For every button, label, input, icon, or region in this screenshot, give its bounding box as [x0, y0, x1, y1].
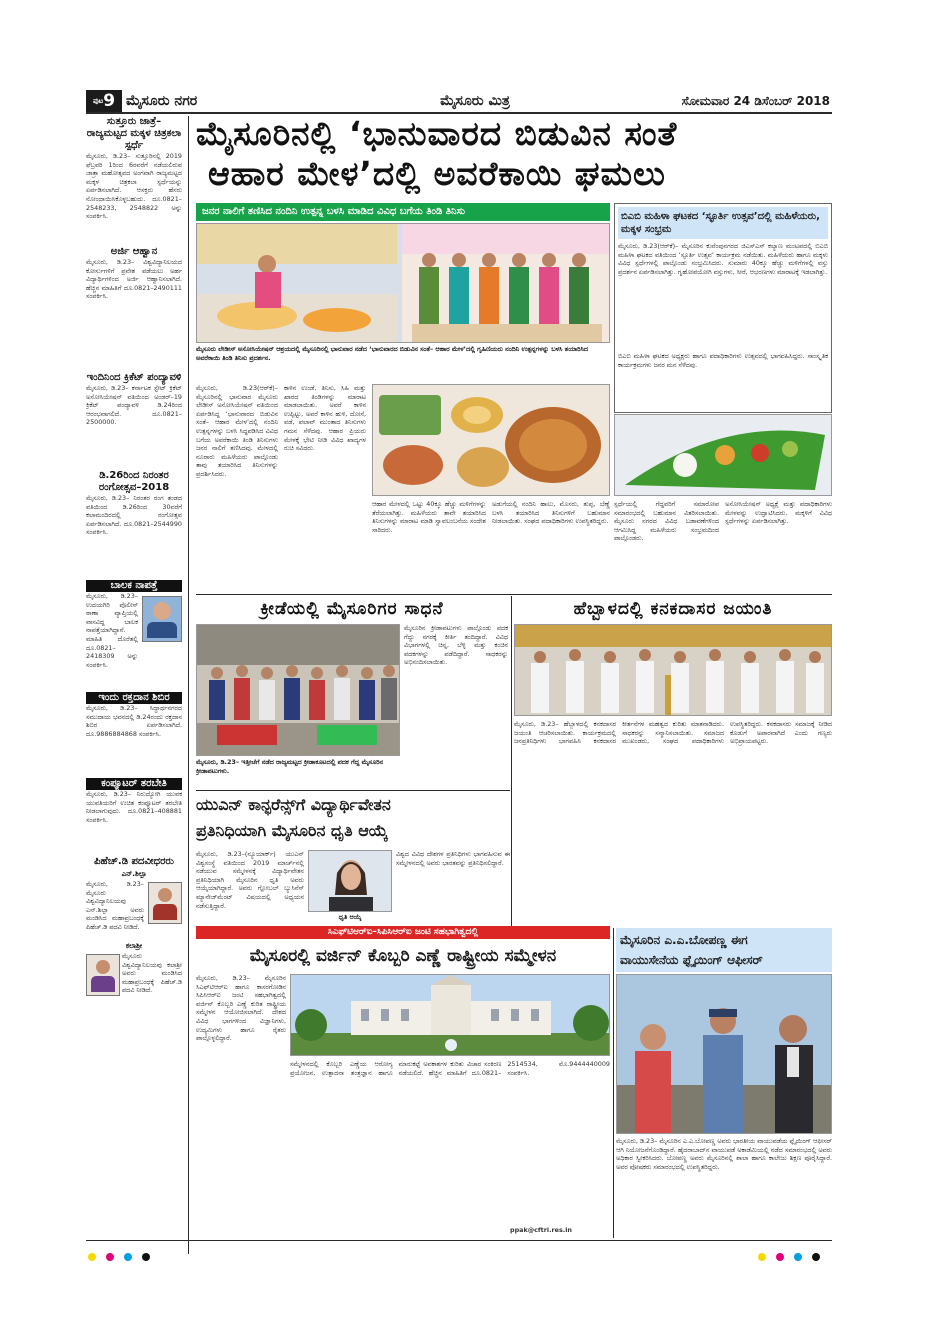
un-headline-line2: ಪ್ರತಿನಿಧಿಯಾಗಿ ಮೈಸೂರಿನ ಧೃತಿ ಆಯ್ಕೆ: [196, 821, 389, 840]
briefs-column: [86, 116, 182, 1256]
un-headline: [196, 792, 510, 846]
cftri-building-photo: [290, 974, 610, 1056]
phd-name: ಎನ್.ಶಿಲ್ಪಾ: [121, 870, 147, 878]
coconut-kicker: ಸಿಎಫ್‌ಟಿಆರ್‌ಐ–ಸಿಪಿಸಿಆರ್‌ಐ ಜಂಟಿ ಸಹಭಾಗಿತ್ವದಲ್ಲಿ: [196, 926, 610, 939]
banana-leaf-meal-photo: [614, 414, 832, 496]
brief-text: ಮೈಸೂರು, ಡಿ.23– ನಿರುದ್ಯೋಗಿ ಯುವಕ ಯುವತಿಯರಿಗೆ ಉಚಿತ ಕಂಪ್ಯೂಟರ್ ತರಬೇತಿ ನೀಡಲಾಗುವುದು. ದೂ.0821–408881 ಸಂಪರ್ಕಿಸಿ.: [86, 790, 182, 824]
brief-text: ಮೈಸೂರು ವಿಶ್ವವಿದ್ಯಾನಿಲಯವು ಕಲಾಶ್ರೀ ಅವರು ಮಂಡಿಸಿದ ಮಹಾಪ್ರಬಂಧಕ್ಕೆ ಪಿಹೆಚ್.ಡಿ ಪದವಿ ನೀಡಿದೆ.: [122, 952, 182, 995]
food-mela-illustration: [197, 224, 610, 343]
brief-text: ಮೈಸೂರು, ಡಿ.23– ಕರ್ನಾಟಕ ಸ್ಟೇಟ್ ಕ್ರಿಕೆಟ್ ಅಸೋಸಿಯೇಷನ್ ವತಿಯಿಂದ ಅಂಡರ್–19 ಕ್ರಿಕೆಟ್ ಪಂದ್ಯಾವಳಿ ಡಿ.24ರಿಂದ ಆರಂಭವಾಗಲಿದೆ. ದೂ.0821–2500000.: [86, 384, 182, 427]
bopanna-body: ಮೈಸೂರು, ಡಿ.23– ಮೈಸೂರಿನ ಎ.ಎ.ಬೋಪಣ್ಣ ಅವರು ಭಾರತೀಯ ವಾಯುಪಡೆಯ ಫ್ಲೈಯಿಂಗ್ ಆಫೀಸರ್ ಆಗಿ ನಿಯೋಜನೆಗೊಂಡಿದ್ದಾರೆ. ಹೈದರಾಬಾದ್‌ನ ವಾಯುಪಡೆ ಅಕಾಡೆಮಿಯಲ್ಲಿ ನಡೆದ ಸಮಾರಂಭದಲ್ಲಿ ಅವರು ಅಧಿಕಾರ ಸ್ವೀಕರಿಸಿದರು. ಬೋಪಣ್ಣ ಅವರು ಮೈಸೂರಿನಲ್ಲಿ ಶಾಲಾ ಹಾಗೂ ಕಾಲೇಜು ಶಿಕ್ಷಣ ಪೂರೈಸಿದ್ದಾರೆ. ಅವರ ಪೋಷಕರು ಸಮಾರಂಭದಲ್ಲಿ ಉಪಸ್ಥಿತರಿದ್ದರು.: [616, 1137, 832, 1171]
bopanna-family-photo: [616, 974, 832, 1134]
brief-headline: ಇಂದು ರಕ್ತದಾನ ಶಿಬಿರ: [86, 692, 182, 704]
column-rule: [188, 116, 189, 1254]
brief-text: ಮೈಸೂರು, ಡಿ.23– ಉದಯಗಿರಿ ಪೊಲೀಸ್ ಠಾಣಾ ವ್ಯಾಪ್ತಿಯಲ್ಲಿ ವಾಸವಿದ್ದ ಬಾಲಕ ನಾಪತ್ತೆಯಾಗಿದ್ದಾನೆ. ಮಾಹಿತಿ ದೊರೆತಲ್ಲಿ ದೂ.0821–2418309 ಅನ್ನು ಸಂಪರ್ಕಿಸಿ.: [86, 592, 138, 669]
column-rule: [511, 596, 512, 926]
lead-headline: [196, 114, 832, 200]
coconut-body: ಮೈಸೂರು, ಡಿ.23– ಮೈಸೂರಿನ ಸಿಎಫ್‌ಟಿಆರ್‌ಐ ಹಾಗೂ ಕಾಸರಗೋಡಿನ ಸಿಪಿಸಿಆರ್‌ಐ ಜಂಟಿ ಸಹಭಾಗಿತ್ವದಲ್ಲಿ ವರ್ಜಿನ್ ಕೊಬ್ಬರಿ ಎಣ್ಣೆ ಕುರಿತ ರಾಷ್ಟ್ರೀಯ ಸಮ್ಮೇಳನ ಆಯೋಜಿಸಲಾಗಿದೆ. ದೇಶದ ವಿವಿಧ ಭಾಗಗಳಿಂದ ವಿಜ್ಞಾನಿಗಳು, ಉದ್ಯಮಿಗಳು ಹಾಗೂ ರೈತರು ಪಾಲ್ಗೊಳ್ಳಲಿದ್ದಾರೆ.: [196, 974, 286, 1043]
brief-headline: ಪಿಹೆಚ್.ಡಿ ಪದವೀಧರರು: [94, 856, 174, 867]
bab-utsava-body2: ಬಿಎಬಿ ಮಹಿಳಾ ಘಟಕದ ಅಧ್ಯಕ್ಷರು ಹಾಗೂ ಪದಾಧಿಕಾರಿಗಳು ಉತ್ಸವದಲ್ಲಿ ಭಾಗವಹಿಸಿದ್ದರು. ಸಾಂಸ್ಕೃತಿಕ ಕಾರ್ಯಕ್ರಮಗಳು ಜನರ ಮನ ಸೆಳೆದವು.: [618, 352, 828, 369]
bab-utsava-headline: ಬಿಎಬಿ ಮಹಿಳಾ ಘಟಕದ ‘ಸ್ಫೂರ್ತಿ ಉತ್ಸವ’ದಲ್ಲಿ ಮಹಿಳೆಯರು, ಮಕ್ಕಳ ಸಂಭ್ರಮ: [618, 207, 828, 239]
food-mela-photo: [196, 223, 610, 343]
lead-body-col4: ಅಡುಗೆಯಲ್ಲಿ ನಂದಿನಿ ಹಾಲು, ಮೊಸರು, ತುಪ್ಪ, ಬೆಣ್ಣೆ ಬಳಸಿ ತಯಾರಿಸಿದ ತಿನಿಸುಗಳಿಗೆ ಬಹುಮಾನ ನೀಡಲಾಯಿತು. ಸಂಘದ ಪದಾಧಿಕಾರಿಗಳು ಉಪಸ್ಥಿತರಿದ್ದರು.: [492, 500, 610, 526]
brief-headline: ಅರ್ಜಿ ಆಹ್ವಾನ: [110, 246, 158, 257]
lead-body-col2: ಕಾಳಿನ ಉಂಡೆ, ತಿನಿಸು, ಸಿಹಿ ಮತ್ತು ಖಾರದ ತಿಂಡಿಗಳನ್ನು ಮಾರಾಟ ಮಾಡಲಾಯಿತು. ಅವರೆ ಕಾಳಿನ ಉಪ್ಪಿಟ್ಟು, ಅವರೆ ಕಾಳಿನ ಹುಳಿ, ದೋಸೆ, ವಡೆ, ಪಲಾವ್ ಮುಂತಾದ ತಿನಿಸುಗಳು ಗಮನ ಸೆಳೆದವು. ಆಹಾರ ಪ್ರಿಯರು ಮೇಳಕ್ಕೆ ಭೇಟಿ ನೀಡಿ ವಿವಿಧ ಖಾದ್ಯಗಳ ರುಚಿ ಸವಿದರು.: [284, 384, 366, 453]
kanaka-jayanti-illustration: [515, 625, 832, 716]
brief-text: ಮೈಸೂರು, ಡಿ.23– ವಿಶ್ವವಿದ್ಯಾನಿಲಯದ ಕೋರ್ಸುಗಳಿಗೆ ಪ್ರವೇಶ ಪಡೆಯಲು ಅರ್ಹ ವಿದ್ಯಾರ್ಥಿಗಳಿಂದ ಅರ್ಜಿ ಆಹ್ವಾನಿಸಲಾಗಿದೆ. ಹೆಚ್ಚಿನ ಮಾಹಿತಿಗೆ ದೂ.0821–2490111 ಸಂಪರ್ಕಿಸಿ.: [86, 258, 182, 301]
kanaka-body: ಮೈಸೂರು, ಡಿ.23– ಹೆಬ್ಬಾಳದಲ್ಲಿ ಕನಕದಾಸರ ಜಯಂತಿ ಆಚರಿಸಲಾಯಿತು. ಕಾರ್ಯಕ್ರಮದಲ್ಲಿ ಜನಪ್ರತಿನಿಧಿಗಳು ಭಾಗವಹಿಸಿ ಕನಕದಾಸರ ಕೀರ್ತನೆಗಳ ಮಹತ್ವದ ಕುರಿತು ಮಾತನಾಡಿದರು. ಸಾಧಕರನ್ನು ಸನ್ಮಾನಿಸಲಾಯಿತು. ಸಮಾಜದ ಮುಖಂಡರು, ಸಂಘದ ಪದಾಧಿಕಾರಿಗಳು ಉಪಸ್ಥಿತರಿದ್ದರು. ಕನಕದಾಸರು ಸಮಾಜಕ್ಕೆ ನೀಡಿದ ಕೊಡುಗೆ ಅಪಾರವಾಗಿದೆ ಎಂದು ಗಣ್ಯರು ಅಭಿಪ್ರಾಯಪಟ್ಟರು.: [514, 720, 832, 746]
cftri-building-illustration: [291, 975, 610, 1056]
lead-headline-line1: ಮೈಸೂರಿನಲ್ಲಿ ‘ಭಾನುವಾರದ ಬಿಡುವಿನ ಸಂತೆ: [196, 114, 678, 153]
sports-team-illustration: [197, 625, 400, 756]
dishes-photo: [372, 384, 610, 496]
lead-body-col6: ಅಸೋಸಿಯೇಷನ್ ಅಧ್ಯಕ್ಷೆ ಮತ್ತು ಪದಾಧಿಕಾರಿಗಳು ಮೇಳವನ್ನು ಉದ್ಘಾಟಿಸಿದರು. ಮಕ್ಕಳಿಗೆ ವಿವಿಧ ಸ್ಪರ್ಧೆಗಳನ್ನು ಏರ್ಪಡಿಸಲಾಗಿತ್ತು.: [725, 500, 832, 526]
brief-headline: ಡಿ.26ರಿಂದ ನಿರಂತರ ರಂಗೋತ್ಸವ–2018: [98, 470, 170, 493]
issue-date: ಸೋಮವಾರ 24 ಡಿಸೆಂಬರ್ 2018: [681, 94, 830, 108]
column-rule: [613, 928, 614, 1238]
lead-body-col5: ಸ್ಪರ್ಧೆಯಲ್ಲಿ ಗೆದ್ದವರಿಗೆ ಸಮಾರೋಪ ಸಮಾರಂಭದಲ್ಲಿ ಬಹುಮಾನ ವಿತರಿಸಲಾಯಿತು. ಮೈಸೂರು ನಗರದ ವಿವಿಧ ಬಡಾವಣೆಗಳಿಂದ ಆಗಮಿಸಿದ್ದ ಮಹಿಳೆಯರು ಸಂಭ್ರಮದಿಂದ ಪಾಲ್ಗೊಂಡರು.: [614, 500, 719, 543]
section-name: ಮೈಸೂರು ನಗರ: [126, 93, 198, 109]
un-body2: ವಿಶ್ವದ ವಿವಿಧ ದೇಶಗಳ ಪ್ರತಿನಿಧಿಗಳು ಭಾಗವಹಿಸುವ ಈ ಸಮ್ಮೇಳನದಲ್ಲಿ ಅವರು ಭಾರತವನ್ನು ಪ್ರತಿನಿಧಿಸಲಿದ್ದಾರೆ.: [396, 850, 510, 867]
brief-headline: ಸುತ್ತೂರು ಜಾತ್ರೆ– ರಾಜ್ಯಮಟ್ಟದ ಮಕ್ಕಳ ಚಿತ್ರಕಲಾ ಸ್ಪರ್ಧೆ: [86, 116, 182, 151]
brief-headline: ಇಂದಿನಿಂದ ಕ್ರಿಕೆಟ್ ಪಂದ್ಯಾವಳಿ: [86, 372, 182, 383]
bopanna-headline-line1: ಮೈಸೂರಿನ ಎ.ಎ.ಬೋಪಣ್ಣ ಈಗ: [620, 933, 748, 947]
dhruti-portrait: [309, 851, 392, 912]
registration-marks-left: [88, 1246, 160, 1265]
phd-name: ಕಲಾಶ್ರೀ: [125, 942, 143, 950]
bab-utsava-body: ಮೈಸೂರು, ಡಿ.23(ಆರ್‌ಕೆ)– ಮೈಸೂರಿನ ಕುವೆಂಪುನಗರದ ಜಿಎಸ್‌ಎಸ್ ಕಲ್ಯಾಣ ಮಂಟಪದಲ್ಲಿ ಬಿಎಬಿ ಮಹಿಳಾ ಘಟಕದ ವತಿಯಿಂದ ‘ಸ್ಫೂರ್ತಿ ಉತ್ಸವ’ ಕಾರ್ಯಕ್ರಮ ನಡೆಯಿತು. ಮಹಿಳೆಯರು ಹಾಗೂ ಮಕ್ಕಳು ವಿವಿಧ ಸ್ಪರ್ಧೆಗಳಲ್ಲಿ ಪಾಲ್ಗೊಂಡು ಸಂಭ್ರಮಿಸಿದರು. ಸುಮಾರು 40ಕ್ಕೂ ಹೆಚ್ಚು ಮಳಿಗೆಗಳಲ್ಲಿ ವಸ್ತು ಪ್ರದರ್ಶನ ಏರ್ಪಡಿಸಲಾಗಿತ್ತು. ಗೃಹೋಪಯೋಗಿ ವಸ್ತುಗಳು, ಸೀರೆ, ಆಭರಣಗಳು ಮಾರಾಟಕ್ಕೆ ಇಡಲಾಗಿತ್ತು.: [618, 242, 828, 276]
lead-body-col3: ಆಹಾರ ಮೇಳದಲ್ಲಿ ಒಟ್ಟು 40ಕ್ಕೂ ಹೆಚ್ಚು ಮಳಿಗೆಗಳನ್ನು ತೆರೆಯಲಾಗಿತ್ತು. ಮಹಿಳೆಯರು ತಾವೇ ತಯಾರಿಸಿದ ತಿನಿಸುಗಳನ್ನು ಮಾರಾಟ ಮಾಡಿ ಸ್ವಾವಲಂಬನೆಯ ಸಂದೇಶ ಸಾರಿದರು.: [372, 500, 486, 534]
page-number: 9: [103, 91, 116, 111]
missing-boy-photo: [142, 596, 182, 642]
kanaka-jayanti-photo: [514, 624, 832, 716]
dhruti-photo: [308, 850, 392, 912]
section-rule: [196, 594, 832, 595]
brief-text: ಮೈಸೂರು, ಡಿ.23– ನಿರಂತರ ರಂಗ ತಂಡದ ವತಿಯಿಂದ ಡಿ.26ರಿಂದ 30ವರೆಗೆ ಕಲಾಮಂದಿರದಲ್ಲಿ ರಂಗೋತ್ಸವ ಏರ್ಪಡಿಸಲಾಗಿದೆ. ದೂ.0821–2544990 ಸಂಪರ್ಕಿಸಿ.: [86, 494, 182, 537]
coconut-contact: ppak@cftri.res.in: [510, 1226, 572, 1234]
bab-utsava-box: [614, 203, 832, 413]
page-bottom-rule: [86, 1240, 832, 1241]
sports-team-photo: [196, 624, 400, 756]
kanaka-headline: ಹೆಬ್ಬಾಳದಲ್ಲಿ ಕನಕದಾಸರ ಜಯಂತಿ: [573, 599, 773, 619]
coconut-headline: ಮೈಸೂರಲ್ಲಿ ವರ್ಜಿನ್ ಕೊಬ್ಬರಿ ಎಣ್ಣೆ ರಾಷ್ಟ್ರೀಯ ಸಮ್ಮೇಳನ: [249, 946, 557, 966]
phd-photo: [148, 882, 182, 924]
bopanna-headline: [616, 928, 832, 972]
dishes-illustration: [373, 385, 610, 496]
bopanna-headline-line2: ವಾಯುಸೇನೆಯ ಫ್ಲೈಯಿಂಗ್ ಆಫೀಸರ್: [620, 953, 763, 967]
coconut-body2: ಸಮ್ಮೇಳನದಲ್ಲಿ ಕೊಬ್ಬರಿ ಎಣ್ಣೆಯ ಆರೋಗ್ಯ ಪ್ರಯೋಜನ, ಉತ್ಪಾದನಾ ತಂತ್ರಜ್ಞಾನ ಹಾಗೂ ಮಾರುಕಟ್ಟೆ ಅವಕಾಶಗಳ ಕುರಿತು ವಿಚಾರ ಸಂಕಿರಣ ನಡೆಯಲಿದೆ. ಹೆಚ್ಚಿನ ಮಾಹಿತಿಗೆ ದೂ.0821–2514534, ಮೊ.9444440009 ಸಂಪರ್ಕಿಸಿ.: [290, 1060, 610, 1077]
brief-headline: ಬಾಲಕ ನಾಪತ್ತೆ: [86, 580, 182, 592]
brief-headline: ಕಂಪ್ಯೂಟರ್ ತರಬೇತಿ: [86, 778, 182, 790]
brief-text: ಮೈಸೂರು, ಡಿ.23– ಸಿದ್ಧಾರ್ಥನಗರದ ಸಮುದಾಯ ಭವನದಲ್ಲಿ ಡಿ.24ರಂದು ರಕ್ತದಾನ ಶಿಬಿರ ಏರ್ಪಡಿಸಲಾಗಿದೆ. ದೂ.9886884868 ಸಂಪರ್ಕಿಸಿ.: [86, 704, 182, 738]
brief-text: ಮೈಸೂರು, ಡಿ.23– ಸುತ್ತೂರಿನಲ್ಲಿ 2019 ಫೆಬ್ರವರಿ 1ರಿಂದ 6ರವರೆಗೆ ನಡೆಯಲಿರುವ ಜಾತ್ರಾ ಮಹೋತ್ಸವದ ಅಂಗವಾಗಿ ರಾಜ್ಯಮಟ್ಟದ ಮಕ್ಕಳ ಚಿತ್ರಕಲಾ ಸ್ಪರ್ಧೆಯನ್ನು ಏರ್ಪಡಿಸಲಾಗಿದೆ. ಆಸಕ್ತರು ಹೆಸರು ನೋಂದಾಯಿಸಿಕೊಳ್ಳಬಹುದು. ದೂ.0821–2548233, 2548822 ಅನ್ನು ಸಂಪರ್ಕಿಸಿ.: [86, 152, 182, 221]
section-rule: [196, 790, 510, 791]
bopanna-family-illustration: [617, 975, 832, 1134]
newspaper-name: ಮೈಸೂರು ಮಿತ್ರ: [440, 93, 510, 109]
food-mela-caption: ಮೈಸೂರು ಲೇಡೀಸ್ ಅಸೋಸಿಯೇಷನ್ ಆಶ್ರಯದಲ್ಲಿ ಮೈಸೂರಿನಲ್ಲಿ ಭಾನುವಾರ ನಡೆದ ‘ಭಾನುವಾರದ ಬಿಡುವಿನ ಸಂತೆ– ಆಹಾರ ಮೇಳ’ದಲ್ಲಿ ಗೃಹಿಣಿಯರು ನಂದಿನಿ ಉತ್ಪನ್ನಗಳನ್ನು ಬಳಸಿ ತಯಾರಿಸಿದ ಅವರೆಕಾಯಿ ತಿಂಡಿ ತಿನಿಸು ಪ್ರದರ್ಶನ.: [196, 345, 589, 362]
brief-text: ಮೈಸೂರು, ಡಿ.23– ಮೈಸೂರು ವಿಶ್ವವಿದ್ಯಾನಿಲಯವು ಎನ್.ಶಿಲ್ಪಾ ಅವರು ಮಂಡಿಸಿದ ಮಹಾಪ್ರಬಂಧಕ್ಕೆ ಪಿಹೆಚ್.ಡಿ ಪದವಿ ನೀಡಿದೆ.: [86, 880, 144, 931]
page-label: ಪುಟ: [92, 97, 104, 105]
dhruti-caption: ಧೃತಿ ಆಯ್ಕೆ: [338, 913, 362, 921]
un-headline-line1: ಯುಎನ್ ಕಾನ್ಫರೆನ್ಸ್‌ಗೆ ವಿದ್ಯಾರ್ಥಿವೇತನ: [196, 795, 391, 814]
lead-kicker: ಜನರ ನಾಲಿಗೆ ತಣಿಸಿದ ನಂದಿನಿ ಉತ್ಪನ್ನ ಬಳಸಿ ಮಾಡಿದ ವಿವಿಧ ಬಗೆಯ ತಿಂಡಿ ತಿನಿಸು: [196, 203, 610, 221]
sports-caption: ಮೈಸೂರು, ಡಿ.23– ಇತ್ತೀಚೆಗೆ ನಡೆದ ರಾಜ್ಯಮಟ್ಟದ ಕ್ರೀಡಾಕೂಟದಲ್ಲಿ ಪದಕ ಗೆದ್ದ ಮೈಸೂರಿನ ಕ್ರೀಡಾಪಟುಗಳು.: [196, 758, 383, 775]
banana-leaf-illustration: [615, 415, 832, 496]
registration-marks-right: [758, 1246, 830, 1265]
sports-headline: ಕ್ರೀಡೆಯಲ್ಲಿ ಮೈಸೂರಿಗರ ಸಾಧನೆ: [260, 599, 444, 619]
un-body: ಮೈಸೂರು, ಡಿ.23–(ನ್ಯೂಯಾರ್ಕ್) ಯುಎನ್ ವಿಶ್ವಸಂಸ್ಥೆ ವತಿಯಿಂದ 2019 ಮಾರ್ಚ್‌ನಲ್ಲಿ ನಡೆಯುವ ಸಮ್ಮೇಳನಕ್ಕೆ ವಿದ್ಯಾರ್ಥಿವೇತನ ಪ್ರತಿನಿಧಿಯಾಗಿ ಮೈಸೂರಿನ ಧೃತಿ ಅವರು ಆಯ್ಕೆಯಾಗಿದ್ದಾರೆ. ಅವರು ಗ್ಲೋಬಲ್ ಬ್ಯುಸಿನೆಸ್ ಮ್ಯಾನೇಜ್‌ಮೆಂಟ್ ವಿಷಯದಲ್ಲಿ ಅಧ್ಯಯನ ನಡೆಸುತ್ತಿದ್ದಾರೆ.: [196, 850, 304, 910]
phd-photo: [86, 954, 120, 996]
lead-headline-line2: ಆಹಾರ ಮೇಳ’ದಲ್ಲಿ ಅವರೆಕಾಯಿ ಘಮಲು: [208, 154, 666, 193]
lead-body-col1: ಮೈಸೂರು, ಡಿ.23(ಆರ್‌ಕೆ)– ಮೈಸೂರಿನಲ್ಲಿ ಭಾನುವಾರ ಮೈಸೂರು ಲೇಡೀಸ್ ಅಸೋಸಿಯೇಷನ್ ವತಿಯಿಂದ ಏರ್ಪಡಿಸಿದ್ದ ‘ಭಾನುವಾರದ ಬಿಡುವಿನ ಸಂತೆ– ಆಹಾರ ಮೇಳ’ದಲ್ಲಿ ನಂದಿನಿ ಉತ್ಪನ್ನಗಳನ್ನು ಬಳಸಿ ಸಿದ್ಧಪಡಿಸಿದ ವಿವಿಧ ಬಗೆಯ ಅವರೆಕಾಯಿ ತಿಂಡಿ ತಿನಿಸುಗಳು ಜನರ ನಾಲಿಗೆ ತಣಿಸಿದವು. ಮೇಳದಲ್ಲಿ ನೂರಾರು ಮಹಿಳೆಯರು ಪಾಲ್ಗೊಂಡು ತಾವು ತಯಾರಿಸಿದ ತಿನಿಸುಗಳನ್ನು ಪ್ರದರ್ಶಿಸಿದರು.: [196, 384, 278, 478]
page-number-badge: [86, 90, 122, 112]
sports-body: ಮೈಸೂರಿನ ಕ್ರೀಡಾಪಟುಗಳು ಪಾಲ್ಗೊಂಡು ಪದಕ ಗೆದ್ದು ನಗರಕ್ಕೆ ಕೀರ್ತಿ ತಂದಿದ್ದಾರೆ. ವಿವಿಧ ವಿಭಾಗಗಳಲ್ಲಿ ಚಿನ್ನ, ಬೆಳ್ಳಿ ಮತ್ತು ಕಂಚಿನ ಪದಕಗಳನ್ನು ಪಡೆದಿದ್ದಾರೆ. ಸಾಧಕರನ್ನು ಅಭಿನಂದಿಸಲಾಯಿತು.: [404, 624, 508, 667]
